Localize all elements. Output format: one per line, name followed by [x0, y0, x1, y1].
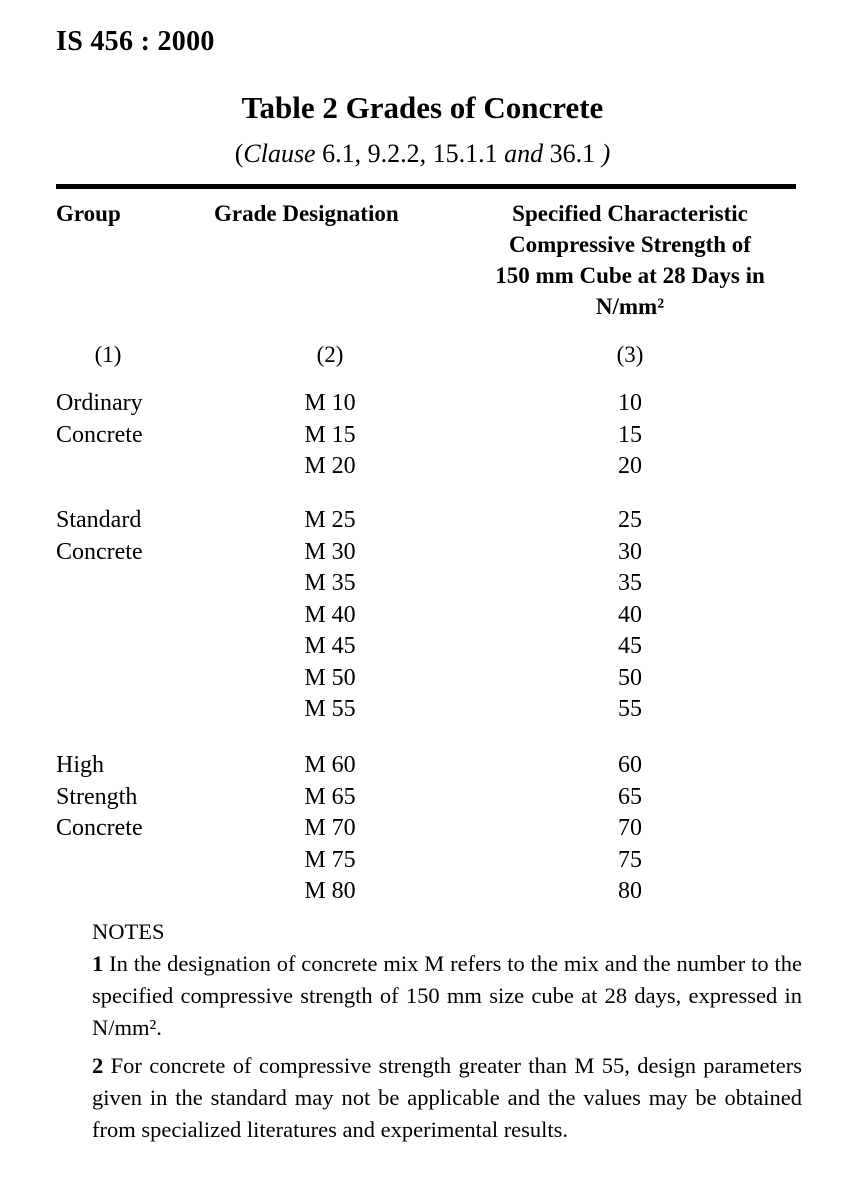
grade-cell: M 40	[304, 601, 356, 628]
header-strength-line: N/mm²	[595, 294, 665, 319]
table-title: Table 2 Grades of Concrete	[241, 90, 604, 125]
strength-cell: 10	[618, 390, 642, 416]
group-label-line: Concrete	[56, 421, 143, 448]
table-clause-reference	[0, 139, 845, 169]
strength-cell: 45	[618, 633, 642, 659]
column-number-3: (3)	[616, 342, 644, 367]
header-group: Group	[56, 201, 121, 226]
strength-cell: 55	[618, 696, 642, 722]
strength-cell: 75	[618, 846, 642, 873]
strength-cell: 35	[618, 570, 642, 596]
clause-open-paren: (	[234, 139, 244, 168]
grade-cell: M 45	[304, 633, 356, 659]
notes-heading: NOTES	[92, 919, 165, 944]
strength-cell: 60	[618, 752, 642, 778]
grade-cell: M 65	[304, 783, 356, 810]
clause-and-word: and	[504, 139, 544, 168]
group-label-line: High	[56, 752, 104, 778]
table-top-rule	[56, 184, 796, 189]
grade-cell: M 35	[304, 570, 356, 596]
group-label-line: Ordinary	[56, 390, 143, 416]
group-label	[56, 388, 143, 451]
group-label	[56, 505, 143, 568]
grade-cell: M 10	[304, 390, 356, 416]
header-strength-line: 150 mm Cube at 28 Days in	[495, 263, 765, 288]
clause-last-ref: 36.1	[543, 139, 602, 168]
notes-section	[92, 916, 802, 1152]
strength-cell: 15	[618, 421, 642, 448]
strength-cell: 30	[618, 538, 642, 565]
strength-cell: 40	[618, 601, 642, 628]
clause-word: Clause	[243, 139, 316, 168]
grade-cell: M 75	[304, 846, 356, 873]
strength-cell: 65	[618, 783, 642, 810]
note-text: For concrete of compressive strength greater than M 55, design parameters given in the standard may not be applicable and the values may be obtained from specialized literatures and experimental results.	[92, 1053, 802, 1142]
grade-column	[280, 750, 380, 908]
header-strength-line: Compressive Strength of	[509, 232, 751, 257]
header-strength-line: Specified Characteristic	[512, 201, 748, 226]
strength-cell: 70	[618, 815, 642, 841]
strength-cell: 80	[618, 878, 642, 904]
note-number: 1	[92, 951, 104, 976]
note-item-2	[92, 1050, 802, 1146]
column-number-2: (2)	[316, 342, 344, 367]
grade-cell: M 55	[304, 696, 356, 722]
clause-close-paren: )	[601, 139, 611, 168]
strength-cell: 50	[618, 664, 642, 691]
strength-column	[580, 388, 680, 483]
grade-cell: M 20	[304, 453, 356, 479]
header-grade-designation: Grade Designation	[214, 201, 399, 226]
note-number: 2	[92, 1053, 104, 1078]
grade-cell: M 15	[304, 421, 356, 448]
column-number-1: (1)	[94, 342, 122, 367]
grade-cell: M 60	[304, 752, 356, 778]
grade-column	[280, 388, 380, 483]
grade-cell: M 50	[304, 664, 356, 691]
note-item-1	[92, 948, 802, 1044]
grade-cell: M 70	[304, 815, 356, 841]
grade-cell: M 30	[304, 538, 356, 565]
standard-number: IS 456 : 2000	[56, 26, 215, 57]
strength-column	[580, 505, 680, 726]
strength-cell: 25	[618, 507, 642, 533]
group-label-line: Strength	[56, 783, 138, 810]
group-label-line: Concrete	[56, 538, 143, 565]
note-text: In the designation of concrete mix M refers to the mix and the number to the specified compressive strength of 150 mm size cube at 28 days, expressed in N/mm².	[92, 951, 802, 1040]
grade-cell: M 25	[304, 507, 356, 533]
group-label	[56, 750, 143, 845]
group-label-line: Concrete	[56, 815, 143, 841]
grade-column	[280, 505, 380, 726]
grade-cell: M 80	[304, 878, 356, 904]
strength-column	[580, 750, 680, 908]
header-strength	[462, 198, 798, 322]
clause-refs: 6.1, 9.2.2, 15.1.1	[315, 139, 505, 168]
group-label-line: Standard	[56, 507, 142, 533]
strength-cell: 20	[618, 453, 642, 479]
